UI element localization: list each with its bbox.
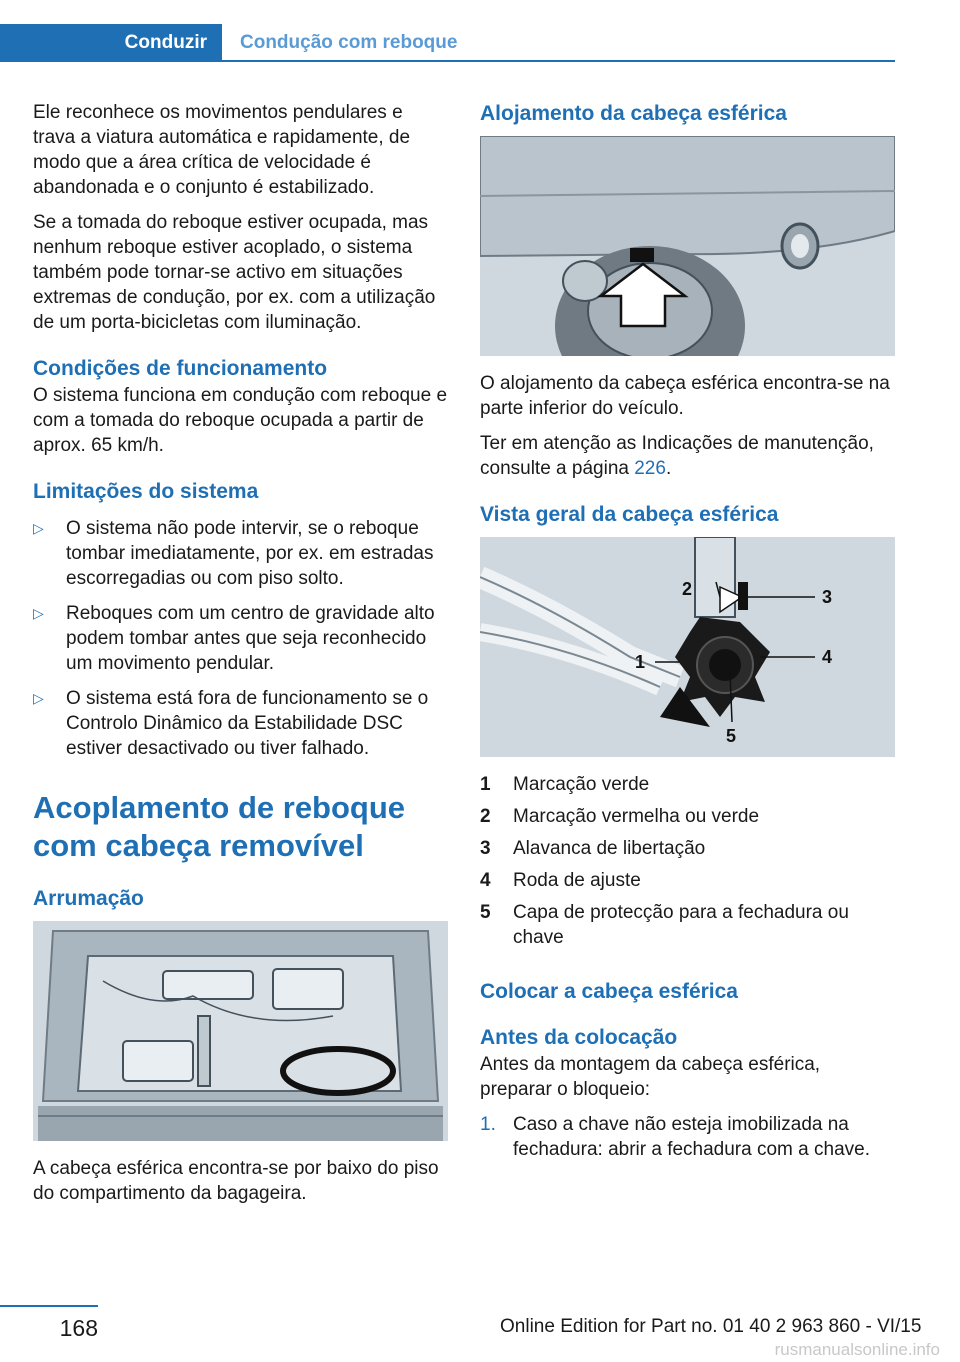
limitations-list xyxy=(33,516,448,761)
housing-heading: Alojamento da cabeça esférica xyxy=(480,102,787,125)
legend-item: 3 Alavanca de libertação xyxy=(480,838,706,859)
housing-paragraph-2: Ter em atenção as Indicações de manutenção, consulte a página 226. xyxy=(480,433,874,479)
vehicle-underside-illustration xyxy=(480,136,895,356)
place-heading: Colocar a cabeça esférica xyxy=(480,980,738,1003)
tab-conducao-com-reboque[interactable]: Condução com reboque xyxy=(240,32,458,53)
section-title: Acoplamento de reboque com cabeça removível xyxy=(33,790,406,863)
trunk-storage-illustration xyxy=(33,921,448,1141)
page-header xyxy=(0,0,960,62)
callout-5: 5 xyxy=(726,726,737,746)
storage-caption: A cabeça esférica encontra-se por baixo do piso do compartimento da bagageira. xyxy=(33,1158,439,1204)
watermark: rusmanualsonline.info xyxy=(774,1340,940,1359)
callout-4: 4 xyxy=(822,647,833,667)
storage-heading: Arrumação xyxy=(33,887,144,910)
limitations-heading: Limitações do sistema xyxy=(33,480,259,503)
housing-paragraph-1: O alojamento da cabeça esférica encontra-se na parte inferior do veículo. xyxy=(480,373,890,419)
triangle-bullet-icon: ▷ xyxy=(33,520,44,536)
legend-item: 5 Capa de protecção para a fechadura ou chave xyxy=(480,902,849,948)
intro-paragraph-2: Se a tomada do reboque estiver ocupada, mas nenhum reboque estiver acoplado, o sistema também pode tornar-se activo em situações extremas de condução, por ex. com a utilização de um porta-bicicletas com iluminação. xyxy=(33,212,436,333)
list-item: ▷ O sistema não pode intervir, se o reboque tombar imediatamente, por ex. em estradas escorregadias ou com piso solto. xyxy=(33,518,434,589)
edition-info: Online Edition for Part no. 01 40 2 963 860 - VI/15 xyxy=(500,1316,922,1337)
conditions-text: O sistema funciona em condução com reboque e com a tomada do reboque ocupada a partir de aprox. 65 km/h. xyxy=(33,385,448,456)
list-item: ▷ O sistema está fora de funcionamento se o Controlo Dinâmico da Estabilidade DSC estiver desactivado ou tiver falhado. xyxy=(33,688,429,759)
triangle-bullet-icon: ▷ xyxy=(33,690,44,706)
list-item: ▷ Reboques com um centro de gravidade alto podem tombar antes que seja reconhecido um movimento pendular. xyxy=(33,603,435,674)
legend-item: 2 Marcação vermelha ou verde xyxy=(480,806,760,827)
page-number: 168 xyxy=(59,1315,98,1341)
left-column xyxy=(33,100,448,1216)
callout-1: 1 xyxy=(635,652,646,672)
tab-conduzir[interactable]: Conduzir xyxy=(0,24,222,62)
before-text: Antes da montagem da cabeça esférica, preparar o bloqueio: xyxy=(480,1054,821,1100)
callout-3: 3 xyxy=(822,587,833,607)
intro-paragraph-1: Ele reconhece os movimentos pendulares e trava a viatura automática e rapidamente, de modo que a área crítica de velocidade é abandonada e o conjunto é estabilizado. xyxy=(33,102,411,198)
figure-legend xyxy=(480,772,895,950)
ball-head-overview-illustration xyxy=(480,537,895,757)
callout-2: 2 xyxy=(682,579,693,599)
conditions-heading: Condições de funcionamento xyxy=(33,357,328,380)
right-column xyxy=(480,100,895,1162)
overview-heading: Vista geral da cabeça esférica xyxy=(480,503,779,526)
footer-divider xyxy=(0,1305,98,1307)
legend-item: 1 Marcação verde xyxy=(480,774,650,795)
page-link-226[interactable]: 226 xyxy=(634,458,666,479)
before-heading: Antes da colocação xyxy=(480,1026,678,1049)
steps-list xyxy=(480,1112,895,1162)
list-item: 1. Caso a chave não esteja imobilizada na fechadura: abrir a fechadura com a chave. xyxy=(480,1114,870,1160)
header-divider xyxy=(0,60,895,62)
triangle-bullet-icon: ▷ xyxy=(33,605,44,621)
legend-item: 4 Roda de ajuste xyxy=(480,870,641,891)
